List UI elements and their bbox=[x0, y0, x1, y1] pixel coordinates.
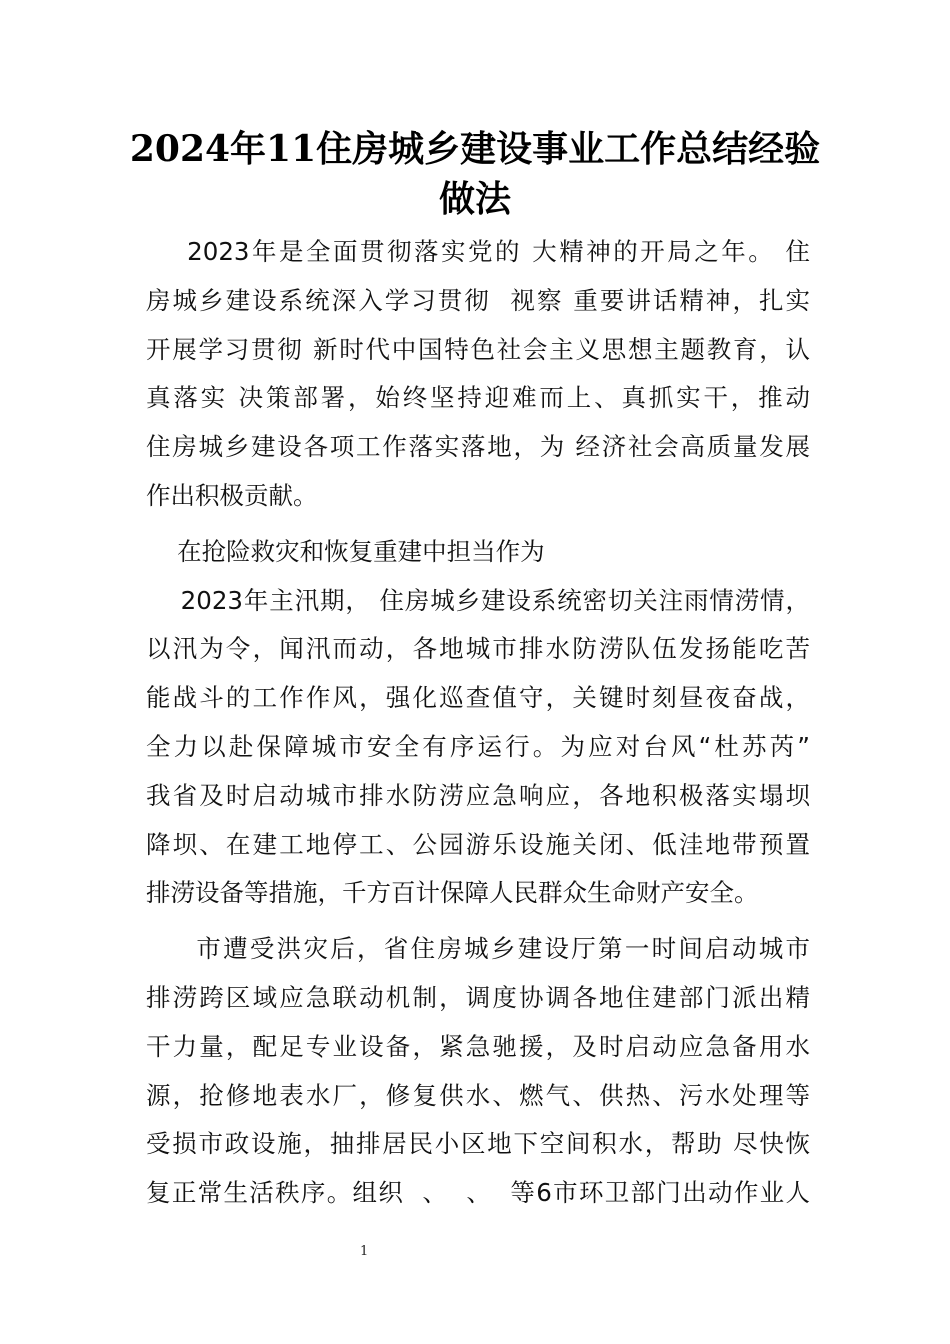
paragraph-flood-season bbox=[146, 585, 810, 927]
paragraph-line: 以汛为令，闻汛而动，各地城市排水防涝队伍发扬能吃苦 bbox=[146, 634, 810, 664]
paragraph-line: 排涝跨区域应急联动机制，调度协调各地住建部门派出精 bbox=[146, 982, 810, 1012]
paragraph-line: 全力以赴保障城市安全有序运行。为应对台风“杜苏芮” bbox=[146, 731, 810, 761]
section-heading bbox=[146, 536, 810, 585]
paragraph-line: 市遭受洪灾后，省住房城乡建设厅第一时间启动城市 bbox=[146, 934, 810, 964]
paragraph-intro bbox=[146, 236, 810, 529]
paragraph-line: 源，抢修地表水厂，修复供水、燃气、供热、污水处理等 bbox=[146, 1080, 810, 1110]
paragraph-line: 作出积极贡献。 bbox=[146, 480, 318, 510]
paragraph-line: 排涝设备等措施，千方百计保障人民群众生命财产安全。 bbox=[146, 878, 759, 908]
document-body bbox=[146, 236, 810, 1226]
paragraph-line: 复正常生活秩序。组织 、 、 等6市环卫部门出动作业人 bbox=[146, 1178, 810, 1208]
paragraph-line: 2023年主汛期， 住房城乡建设系统密切关注雨情涝情， bbox=[146, 585, 810, 615]
paragraph-recovery bbox=[146, 933, 810, 1226]
paragraph-line: 干力量，配足专业设备，紧急驰援，及时启动应急备用水 bbox=[146, 1031, 810, 1061]
title-line-2: 做法 bbox=[438, 178, 511, 220]
paragraph-line: 房城乡建设系统深入学习贯彻 视察 重要讲话精神，扎实 bbox=[146, 285, 810, 315]
title-line-1: 2024年11住房城乡建设事业工作总结经验 bbox=[129, 128, 821, 170]
paragraph-line: 开展学习贯彻 新时代中国特色社会主义思想主题教育，认 bbox=[146, 334, 810, 364]
paragraph-line: 真落实 决策部署，始终坚持迎难而上、真抓实干，推动 bbox=[146, 383, 810, 413]
document-title bbox=[120, 124, 830, 224]
page-number: 1 bbox=[360, 1244, 369, 1259]
paragraph-line: 受损市政设施，抽排居民小区地下空间积水，帮助 尽快恢 bbox=[146, 1129, 810, 1159]
section-heading-text: 在抢险救灾和恢复重建中担当作为 bbox=[146, 536, 545, 566]
paragraph-line: 降坝、在建工地停工、公园游乐设施关闭、低洼地带预置 bbox=[146, 829, 810, 859]
paragraph-line: 能战斗的工作作风，强化巡查值守，关键时刻昼夜奋战， bbox=[146, 683, 810, 713]
paragraph-line: 住房城乡建设各项工作落实落地，为 经济社会高质量发展 bbox=[146, 432, 810, 462]
paragraph-line: 我省及时启动城市排水防涝应急响应，各地积极落实塌坝 bbox=[146, 780, 810, 810]
paragraph-line: 2023年是全面贯彻落实党的 大精神的开局之年。 住 bbox=[146, 237, 810, 266]
